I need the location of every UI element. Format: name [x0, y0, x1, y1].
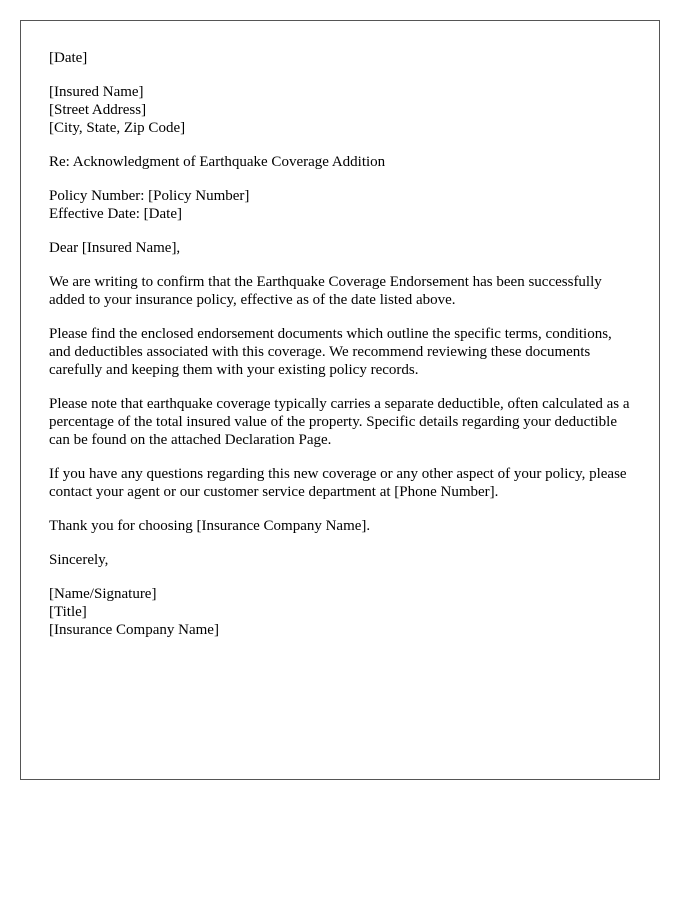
- paragraph-line: We are writing to confirm that the Earthquake Coverage Endorsement has been: [49, 274, 525, 290]
- signature-block: [49, 585, 631, 639]
- signature-title: [Title]: [49, 604, 87, 620]
- letter-page: [20, 20, 660, 780]
- thanks-block: [49, 517, 631, 535]
- salutation: Dear [Insured Name],: [49, 240, 181, 256]
- recipient-address: [49, 83, 631, 137]
- paragraph-line: If you have any questions regarding this new coverage or any other aspect of your policy,: [49, 466, 586, 482]
- recipient-street: [Street Address]: [49, 102, 147, 118]
- policy-info: [49, 187, 631, 223]
- paragraph-line: documents carefully and keeping them with your existing policy records.: [49, 344, 591, 378]
- date-block: [49, 49, 631, 67]
- paragraph-line: please contact your agent or our customer service department at [Phone Number].: [49, 466, 627, 500]
- policy-number: Policy Number: [Policy Number]: [49, 188, 250, 204]
- signature-name: [Name/Signature]: [49, 586, 157, 602]
- body-paragraph-1: [49, 273, 631, 309]
- letter-date: [Date]: [49, 50, 88, 66]
- paragraph-line: conditions, and deductibles associated with this coverage. We recommend reviewing these: [49, 326, 612, 360]
- signature-company: [Insurance Company Name]: [49, 622, 219, 638]
- salutation-block: [49, 239, 631, 257]
- paragraph-line: Please note that earthquake coverage typically carries a separate deductible, often: [49, 396, 539, 412]
- closing-block: [49, 551, 631, 569]
- paragraph-line: Please find the enclosed endorsement documents which outline the specific terms,: [49, 326, 542, 342]
- paragraph-line: calculated as a percentage of the total insured value of the property. Specific details: [49, 396, 630, 430]
- effective-date: Effective Date: [Date]: [49, 206, 182, 222]
- paragraph-line: regarding your deductible can be found on the attached Declaration Page.: [49, 414, 617, 448]
- body-paragraph-2: [49, 325, 631, 379]
- thanks-line: Thank you for choosing [Insurance Company Name].: [49, 518, 371, 534]
- recipient-city-state-zip: [City, State, Zip Code]: [49, 120, 186, 136]
- subject-line: Re: Acknowledgment of Earthquake Coverage Addition: [49, 154, 386, 170]
- closing: Sincerely,: [49, 552, 109, 568]
- recipient-name: [Insured Name]: [49, 84, 144, 100]
- paragraph-line: successfully added to your insurance policy, effective as of the date listed above.: [49, 274, 602, 308]
- body-paragraph-3: [49, 395, 631, 449]
- body-paragraph-4: [49, 465, 631, 501]
- subject-block: [49, 153, 631, 171]
